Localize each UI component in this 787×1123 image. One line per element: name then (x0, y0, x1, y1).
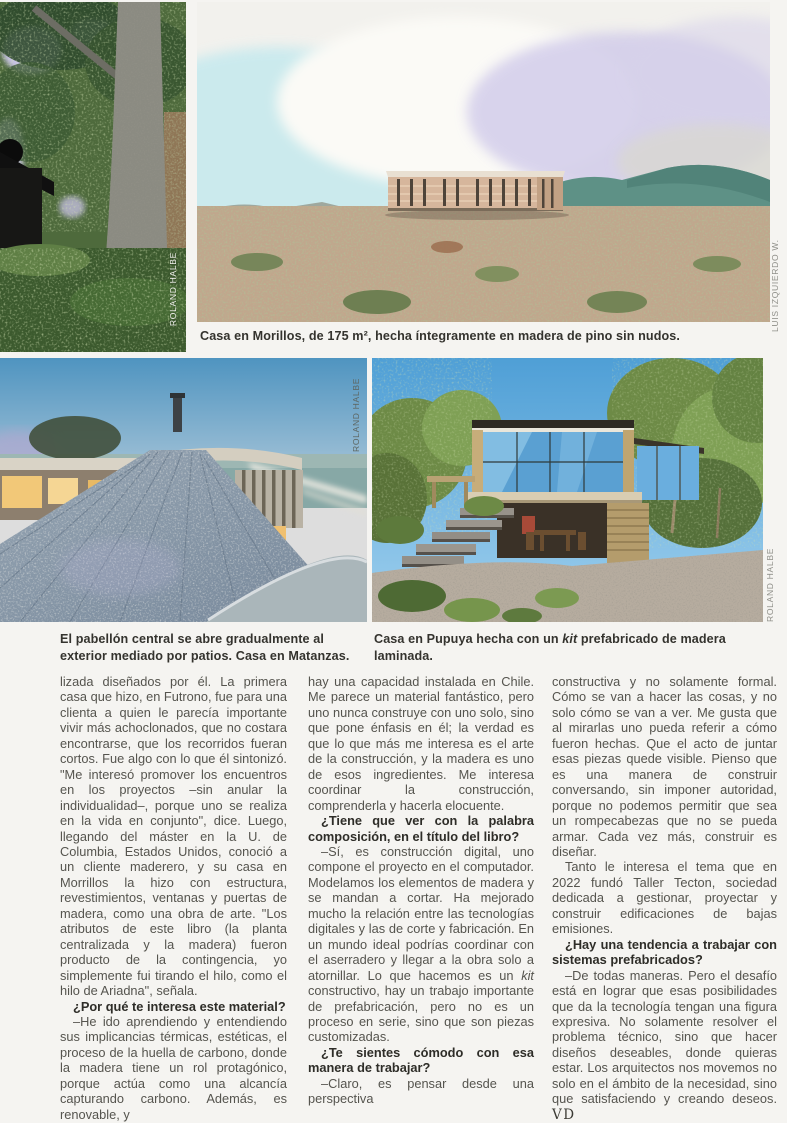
article-paragraph: Tanto le interesa el tema que en 2022 fundó Taller Tecton, sociedad dedicada a gestionar, proyectar y construir edificaciones de bajas emisiones. (552, 859, 777, 937)
tree-house-illustration (0, 2, 186, 352)
photo-credit: ROLAND HALBE (765, 547, 775, 622)
article-paragraph: constructiva y no solamente formal. Cómo se van a hacer las cosas, y no solo cómo se van a ver. Me gusta que al mirarlas uno pueda referir a cómo fueron hechas. Que el acto de juntar esas piezas quede visible. Pienso que es una manera de construir conversando, sin imponer autoridad, porque no podemos permitir que sea un rompecabezas que no se pueda armar. Cada vez más, construir es diseñar. (552, 674, 777, 859)
article-paragraph: lizada diseñados por él. La primera casa que hizo, en Futrono, fue para una clienta a quien le parecía importante vivir más achoclonados, que no costara encontrarse, que los recorridos fueran cortos. Fue algo con lo que él sintonizó. "Me interesó promover los encuentros en los proyectos –sin anular la individualidad–, porque uno se realiza en la vida en conjunto", dice. Luego, llegando del máster en la U. de Columbia, Estados Unidos, conoció a un cliente maderero, y su casa en Morrillos la hizo con estructura, revestimientos, ventanas y puertas de madera, como una obra de arte. "Los atributos de este libro (la planta centralizada y la madera) fueron producto de la contingencia, yo simplemente fui tirando el hilo, como el hilo de Ariadna", señala. (60, 674, 287, 999)
photo-credit: LUIS IZQUIERDO W. (770, 239, 780, 332)
timber-house-render (385, 171, 569, 220)
caption-casa-matanzas: El pabellón central se abre gradualmente al exterior mediado por patios. Casa en Matanzas. (60, 632, 350, 663)
photo-casa-morillos-render (197, 2, 770, 322)
article-paragraph: –Claro, es pensar desde una perspectiva (308, 1075, 534, 1107)
interview-question: ¿Te sientes cómodo con esa manera de trabajar? (308, 1044, 534, 1076)
article-paragraph: hay una capacidad instalada en Chile. Me parece un material fantástico, pero uno nunca construye con uno solo, sino que pone énfasis en él; la verdad es que lo que más me interesa es el arte de la construcción, y la madera es uno de esos ingredientes. Me interesa coordinar la construcción, comprenderla y hacerla elocuente. (308, 674, 534, 813)
article-column-3 (552, 674, 777, 1123)
photo-tree-house (0, 2, 186, 352)
article-paragraph: –Sí, es construcción digital, uno compone el proyecto en el computador. Modelamos los elementos de madera y se mandan a cortar. Ha mejorado mucho la relación entre las tecnologías digitales y las de corte y fabricación. En un mundo ideal podrías coordinar con el aserradero y llegar a la obra solo a atornillar. Lo que hacemos es un kit constructivo, hay un trabajo importante de prefabricación, pero no es un proceso en serie, sino que son piezas customizadas. (308, 843, 534, 1045)
photo-credit: ROLAND HALBE (351, 377, 361, 452)
article-end-mark: VD (552, 1106, 576, 1123)
caption-casa-morillos: Casa en Morillos, de 175 m², hecha íntegramente en madera de pino sin nudos. (200, 329, 680, 343)
interview-question: ¿Por qué te interesa este material? (73, 998, 286, 1014)
article-column-1 (60, 674, 287, 1122)
photo-credit: ROLAND HALBE (168, 251, 178, 326)
tree-silhouette (29, 416, 121, 460)
article-paragraph: –De todas maneras. Pero el desafío está en lograr que esas posibilidades que da la tecnología tengan una figura expresiva. No solamente resolver el problema técnico, sino que hacer diseños deseables, donde quieras estar. Los arquitectos nos movemos no solo en el ámbito de la necesidad, sino que satisfaciendo y creando deseos. VD (552, 967, 777, 1123)
photo-casa-matanzas (0, 358, 367, 622)
matanzas-illustration (0, 358, 367, 622)
caption-casa-pupuya: Casa en Pupuya hecha con un kit prefabricado de madera laminada. (374, 632, 726, 663)
photo-casa-pupuya (372, 358, 763, 622)
interview-question: ¿Tiene que ver con la palabra composición, en el título del libro? (308, 813, 534, 844)
interview-question: ¿Hay una tendencia a trabajar con sistemas prefabricados? (552, 936, 777, 968)
scrubland-field (197, 206, 770, 322)
pupuya-illustration (372, 358, 763, 622)
morillos-render-illustration (197, 2, 770, 322)
article-paragraph: –He ido aprendiendo y entendiendo sus implicancias térmicas, estéticas, el proceso de la huella de carbono, donde la madera tiene un rol protagónico, porque actúa como una alcancía capturando carbono. Además, es renovable, y (60, 1013, 287, 1122)
foreground-bushes (0, 244, 186, 352)
article-column-2 (308, 674, 534, 1107)
